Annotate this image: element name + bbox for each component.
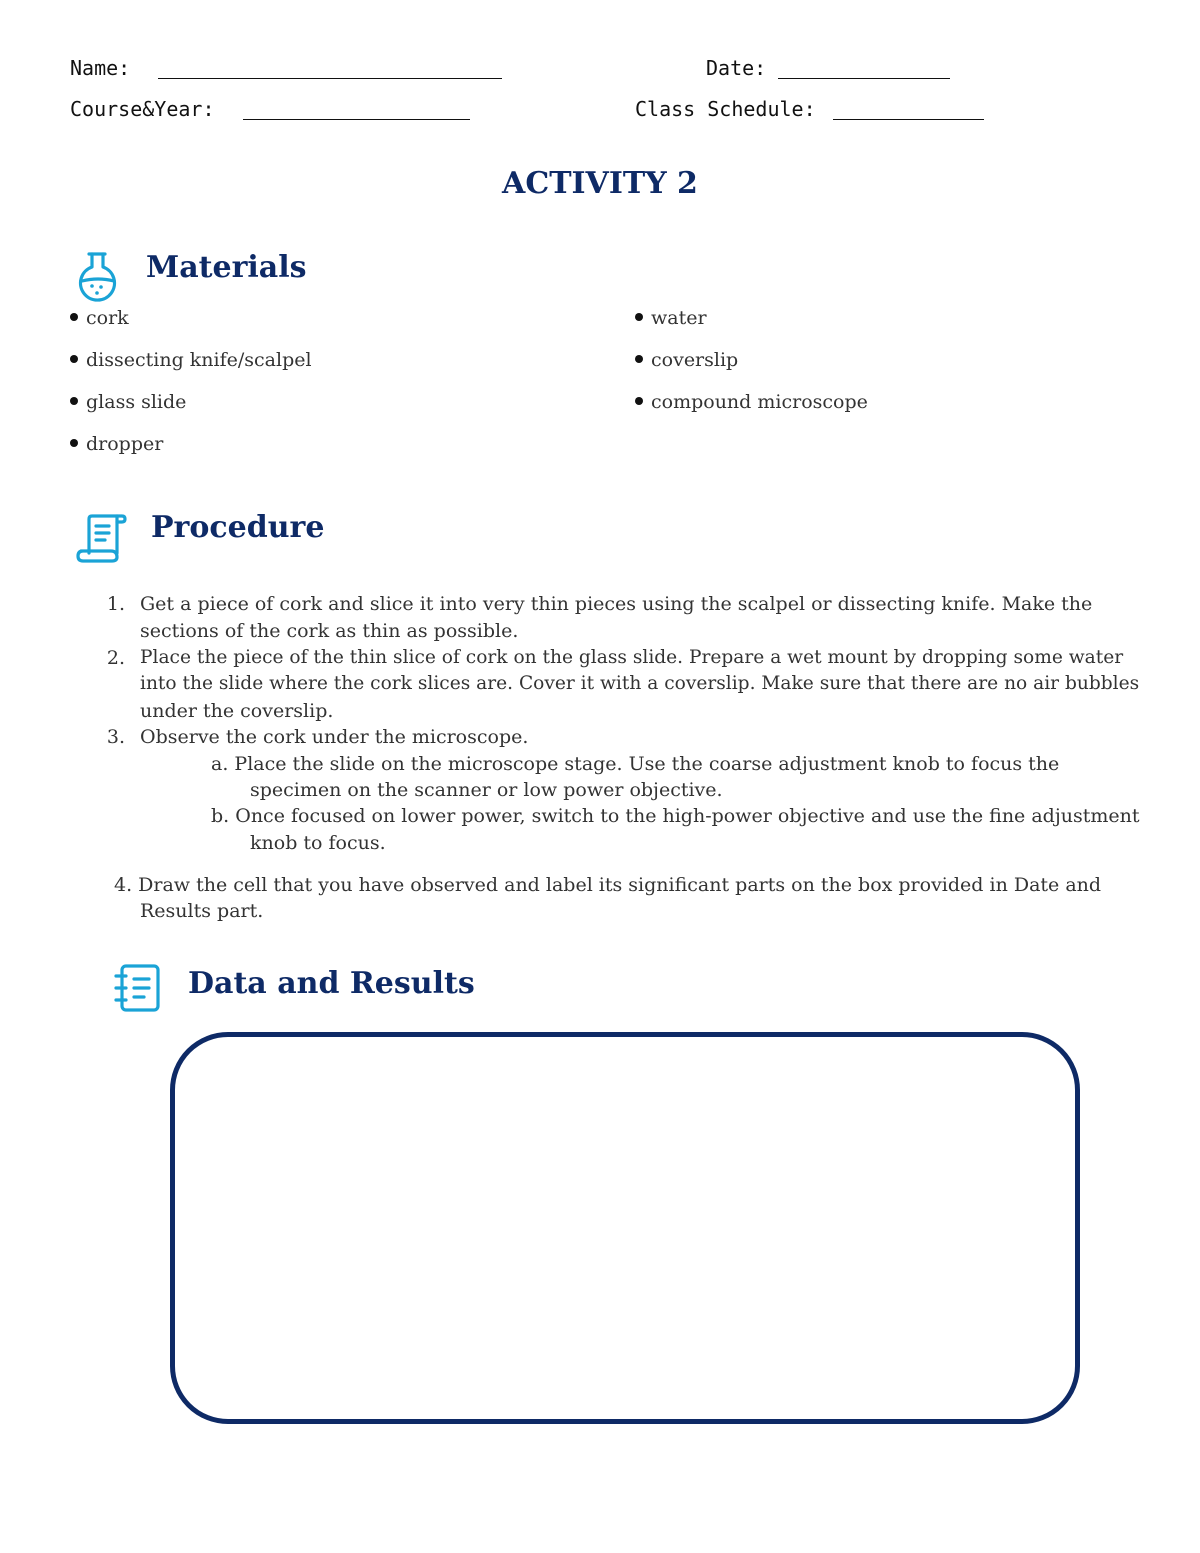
material-item: coverslip [635,349,738,371]
name-label: Name: [70,56,131,80]
material-item: dissecting knife/scalpel [70,349,312,371]
substep-text: knob to focus. [250,832,386,854]
step-text: into the slide where the cork slices are. Cover it with a coverslip. Make sure that there are no air bubbles [140,673,1140,694]
name-field[interactable] [158,78,502,79]
date-label: Date: [706,56,767,80]
material-item: compound microscope [635,391,868,413]
materials-heading: Materials [146,250,307,285]
date-field[interactable] [778,78,950,79]
material-item: dropper [70,433,163,455]
flask-icon [76,251,120,303]
class-schedule-label: Class Schedule: [635,97,816,121]
step-text: Place the piece of the thin slice of cork on the glass slide. Prepare a wet mount by dropping some water [140,647,1124,668]
material-item: water [635,307,707,329]
course-year-label: Course&Year: [70,97,215,121]
class-schedule-field[interactable] [833,119,984,120]
step-text: sections of the cork as thin as possible. [140,620,519,642]
material-item: glass slide [70,391,186,413]
step-text: Observe the cork under the microscope. [140,726,529,748]
material-item: cork [70,307,129,329]
scroll-icon [75,513,129,563]
step-number: 3. [106,726,125,748]
course-year-field[interactable] [243,119,470,120]
drawing-box[interactable] [170,1032,1080,1424]
step-text: under the coverslip. [140,700,334,722]
step-text: Get a piece of cork and slice it into very thin pieces using the scalpel or dissecting knife. Make the [140,593,1093,615]
substep-text: a. Place the slide on the microscope stage. Use the coarse adjustment knob to focus the [211,753,1060,775]
substep-text: specimen on the scanner or low power objective. [250,779,723,801]
step-number: 2. [106,647,125,669]
page-title: ACTIVITY 2 [502,166,698,201]
step-number: 1. [106,593,125,615]
procedure-heading: Procedure [151,510,325,545]
notebook-icon [112,963,162,1013]
step-text: 4. Draw the cell that you have observed and label its significant parts on the box provided in Date and [114,874,1102,896]
data-results-heading: Data and Results [188,966,475,1001]
step-text: Results part. [140,900,264,922]
substep-text: b. Once focused on lower power, switch to the high-power objective and use the fine adjustment [211,805,1140,827]
